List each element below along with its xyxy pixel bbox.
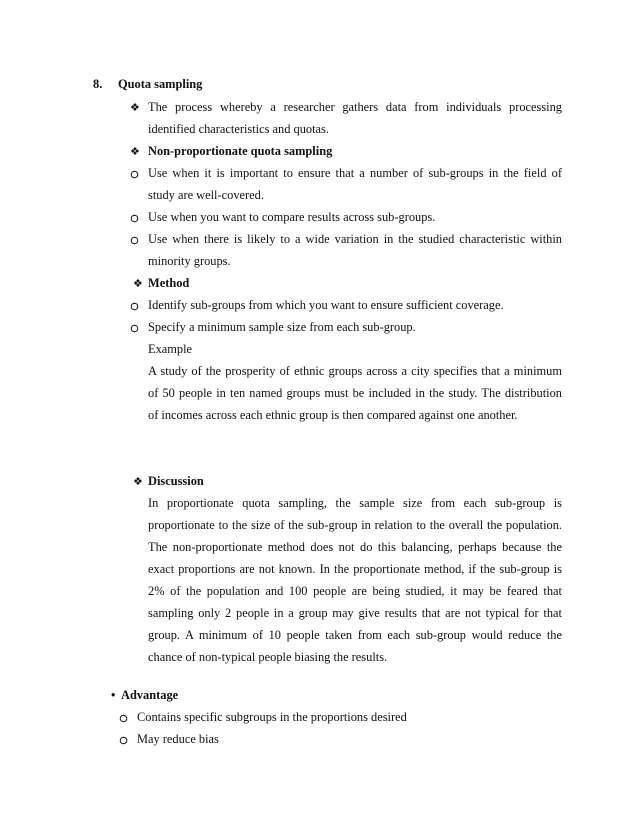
advantage-item-1: Contains specific subgroups in the proportions desired	[137, 710, 407, 724]
nonprop-heading: Non-proportionate quota sampling	[148, 144, 333, 158]
circle-bullet-icon	[130, 167, 139, 183]
section-title: Quota sampling	[118, 77, 203, 91]
discussion-line-2: proportionate to the size of the sub-group in relation to the overall the population.	[148, 518, 562, 532]
circle-bullet-icon	[130, 211, 139, 227]
discussion-line-6: sampling only 2 people in a group may give results that are not typical for that	[148, 606, 562, 620]
bullet-icon: •	[111, 688, 116, 702]
circle-bullet-icon	[130, 299, 139, 315]
method-item-2: Specify a minimum sample size from each sub-group.	[148, 320, 416, 334]
discussion-line-4: exact proportions are not known. In the proportionate method, if the sub-group is	[148, 562, 562, 576]
diamond-bullet-icon: ❖	[133, 476, 143, 488]
example-line-3: of incomes across each ethnic group is then compared against one another.	[148, 408, 518, 422]
discussion-line-5: 2% of the population and 100 people are being studied, it may be feared that	[148, 584, 562, 598]
discussion-line-3: The non-proportionate method does not do this balancing, perhaps because the	[148, 540, 562, 554]
method-item-1: Identify sub-groups from which you want to ensure sufficient coverage.	[148, 298, 504, 312]
discussion-line-8: chance of non-typical people biasing the results.	[148, 650, 388, 664]
section-number: 8.	[93, 77, 103, 91]
intro-line-2: identified characteristics and quotas.	[148, 122, 329, 136]
nonprop-item-2: Use when you want to compare results across sub-groups.	[148, 210, 436, 224]
diamond-bullet-icon: ❖	[133, 278, 143, 290]
example-line-1: A study of the prosperity of ethnic groups across a city specifies that a minimum	[148, 364, 562, 378]
nonprop-item-3-line-2: minority groups.	[148, 254, 231, 268]
circle-bullet-icon	[130, 233, 139, 249]
discussion-line-7: group. A minimum of 10 people taken from each sub-group would reduce the	[148, 628, 562, 642]
circle-bullet-icon	[130, 321, 139, 337]
example-line-2: of 50 people in ten named groups must be included in the study. The distribution	[148, 386, 562, 400]
circle-bullet-icon	[119, 711, 128, 727]
nonprop-item-1-line-2: study are well-covered.	[148, 188, 264, 202]
diamond-bullet-icon: ❖	[130, 146, 140, 158]
discussion-line-1: In proportionate quota sampling, the sample size from each sub-group is	[148, 496, 562, 510]
example-label: Example	[148, 342, 193, 356]
nonprop-item-3-line-1: Use when there is likely to a wide variation in the studied characteristic within	[148, 232, 562, 246]
method-heading: Method	[148, 276, 190, 290]
circle-bullet-icon	[119, 733, 128, 749]
nonprop-item-1-line-1: Use when it is important to ensure that a number of sub-groups in the field of	[148, 166, 562, 180]
advantage-item-2: May reduce bias	[137, 732, 219, 746]
discussion-heading: Discussion	[148, 474, 204, 488]
advantage-heading: Advantage	[121, 688, 179, 702]
intro-line-1: The process whereby a researcher gathers data from individuals processing	[148, 100, 562, 114]
diamond-bullet-icon: ❖	[130, 102, 140, 114]
